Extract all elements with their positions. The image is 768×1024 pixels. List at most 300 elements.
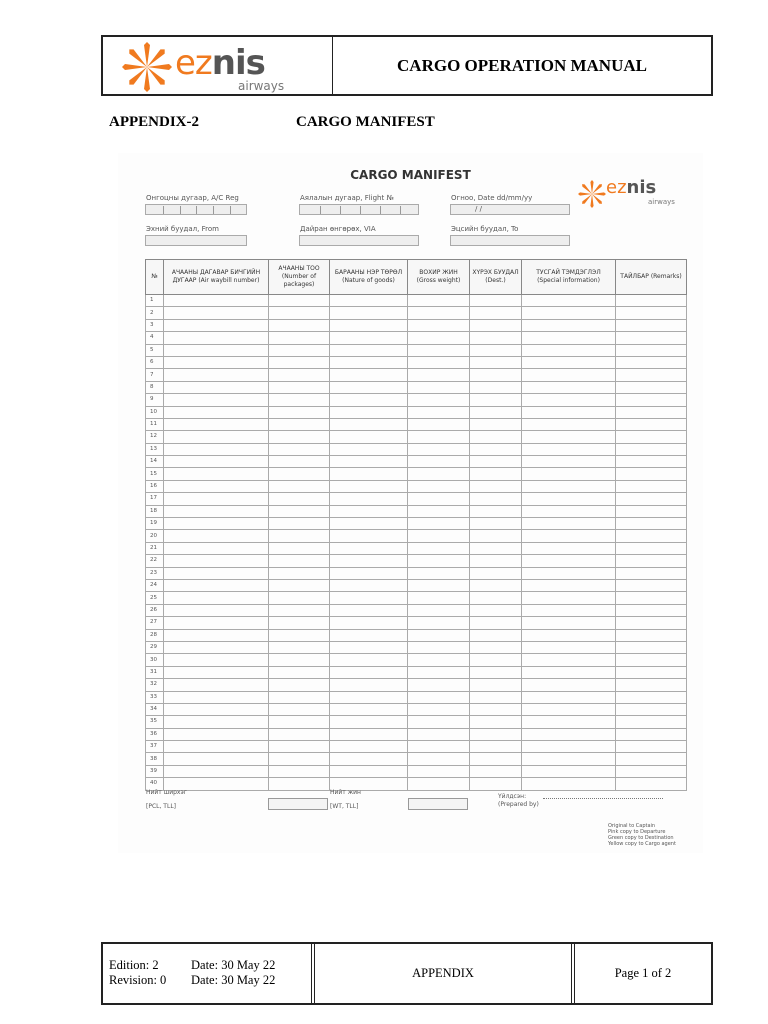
table-row xyxy=(146,505,687,517)
table-cell xyxy=(269,456,330,468)
table-cell xyxy=(470,518,522,530)
table-cell xyxy=(330,579,408,591)
table-cell xyxy=(269,307,330,319)
star-logo-icon xyxy=(119,41,175,93)
table-cell xyxy=(616,567,687,579)
row-number: 24 xyxy=(146,579,164,591)
table-cell xyxy=(408,629,470,641)
table-cell xyxy=(269,530,330,542)
table-cell xyxy=(330,567,408,579)
row-number: 31 xyxy=(146,666,164,678)
table-cell xyxy=(616,480,687,492)
table-cell xyxy=(164,468,269,480)
row-number: 40 xyxy=(146,778,164,790)
table-cell xyxy=(616,332,687,344)
table-cell xyxy=(522,468,616,480)
table-row xyxy=(146,567,687,579)
table-cell xyxy=(616,765,687,777)
table-cell xyxy=(470,592,522,604)
table-cell xyxy=(164,567,269,579)
table-cell xyxy=(330,295,408,307)
table-cell xyxy=(522,418,616,430)
table-row xyxy=(146,431,687,443)
table-cell xyxy=(470,691,522,703)
table-cell xyxy=(330,728,408,740)
table-row xyxy=(146,617,687,629)
table-cell xyxy=(164,295,269,307)
table-cell xyxy=(269,716,330,728)
table-cell xyxy=(408,493,470,505)
table-cell xyxy=(522,741,616,753)
table-cell xyxy=(470,530,522,542)
table-cell xyxy=(522,765,616,777)
table-cell xyxy=(269,468,330,480)
table-cell xyxy=(269,505,330,517)
manifest-table xyxy=(145,259,687,791)
table-cell xyxy=(164,332,269,344)
table-cell xyxy=(164,629,269,641)
table-cell xyxy=(269,728,330,740)
table-cell xyxy=(164,406,269,418)
table-cell xyxy=(616,530,687,542)
table-cell xyxy=(408,703,470,715)
table-cell xyxy=(522,679,616,691)
table-cell xyxy=(616,369,687,381)
table-cell xyxy=(408,753,470,765)
table-cell xyxy=(269,406,330,418)
table-row xyxy=(146,579,687,591)
total-weight-label: Нийт жин xyxy=(330,789,361,796)
table-row xyxy=(146,654,687,666)
reg-label: Онгоцны дугаар, A/C Reg xyxy=(146,194,239,202)
table-cell xyxy=(470,406,522,418)
column-header: АЧААНЫ ТОО (Number of packages) xyxy=(269,260,330,295)
table-cell xyxy=(330,555,408,567)
table-cell xyxy=(164,431,269,443)
table-cell xyxy=(470,716,522,728)
appendix-label: APPENDIX-2 xyxy=(109,114,199,130)
prepared-en: (Prepared by) xyxy=(498,801,539,808)
row-number: 10 xyxy=(146,406,164,418)
row-number: 18 xyxy=(146,505,164,517)
table-cell xyxy=(470,641,522,653)
table-cell xyxy=(408,765,470,777)
table-cell xyxy=(269,604,330,616)
table-cell xyxy=(470,319,522,331)
row-number: 33 xyxy=(146,691,164,703)
table-cell xyxy=(269,567,330,579)
table-cell xyxy=(330,654,408,666)
prepared-label: Үйлдсэн: xyxy=(498,793,527,800)
table-cell xyxy=(616,579,687,591)
table-row xyxy=(146,493,687,505)
row-number: 12 xyxy=(146,431,164,443)
row-number: 36 xyxy=(146,728,164,740)
table-cell xyxy=(470,629,522,641)
table-cell xyxy=(470,604,522,616)
row-number: 8 xyxy=(146,381,164,393)
via-label: Дайран өнгөрөх, VIA xyxy=(300,225,376,233)
table-cell xyxy=(330,703,408,715)
table-row xyxy=(146,592,687,604)
revision: Revision: 0 xyxy=(109,973,167,987)
table-cell xyxy=(408,307,470,319)
table-cell xyxy=(522,456,616,468)
flight-field xyxy=(299,204,419,215)
table-cell xyxy=(164,307,269,319)
row-number: 14 xyxy=(146,456,164,468)
table-cell xyxy=(330,381,408,393)
table-cell xyxy=(522,778,616,790)
row-number: 15 xyxy=(146,468,164,480)
table-cell xyxy=(164,592,269,604)
table-cell xyxy=(470,555,522,567)
table-cell xyxy=(522,295,616,307)
table-cell xyxy=(522,369,616,381)
table-cell xyxy=(269,369,330,381)
table-cell xyxy=(470,778,522,790)
table-cell xyxy=(408,356,470,368)
row-number: 11 xyxy=(146,418,164,430)
table-cell xyxy=(164,418,269,430)
table-cell xyxy=(616,356,687,368)
table-cell xyxy=(616,555,687,567)
page-number: Page 1 of 2 xyxy=(574,944,711,1003)
table-row xyxy=(146,468,687,480)
table-cell xyxy=(408,295,470,307)
table-cell xyxy=(470,468,522,480)
table-cell xyxy=(408,579,470,591)
table-cell xyxy=(330,456,408,468)
table-cell xyxy=(330,617,408,629)
appendix-title: CARGO MANIFEST xyxy=(296,114,435,130)
table-cell xyxy=(522,356,616,368)
total-pieces-label: Нийт ширхэг xyxy=(146,789,187,796)
table-cell xyxy=(330,518,408,530)
table-cell xyxy=(330,356,408,368)
row-number: 23 xyxy=(146,567,164,579)
document-footer xyxy=(101,942,713,1005)
table-cell xyxy=(164,456,269,468)
table-cell xyxy=(269,480,330,492)
table-cell xyxy=(408,617,470,629)
table-cell xyxy=(616,443,687,455)
table-row xyxy=(146,691,687,703)
table-cell xyxy=(616,679,687,691)
to-field xyxy=(450,235,570,246)
from-label: Эхний буудал, From xyxy=(146,225,219,233)
edition-date: Date: 30 May 22 xyxy=(191,958,276,972)
table-cell xyxy=(522,691,616,703)
table-cell xyxy=(164,505,269,517)
table-cell xyxy=(522,567,616,579)
table-cell xyxy=(408,679,470,691)
manual-title: CARGO OPERATION MANUAL xyxy=(397,55,647,75)
table-cell xyxy=(616,381,687,393)
table-cell xyxy=(522,493,616,505)
to-label: Эцсийн буудал, To xyxy=(451,225,519,233)
table-cell xyxy=(408,332,470,344)
row-number: 20 xyxy=(146,530,164,542)
total-pieces-field xyxy=(268,798,328,810)
table-cell xyxy=(616,617,687,629)
table-cell xyxy=(616,295,687,307)
table-cell xyxy=(470,679,522,691)
table-cell xyxy=(330,369,408,381)
table-cell xyxy=(616,431,687,443)
table-cell xyxy=(408,443,470,455)
row-number: 7 xyxy=(146,369,164,381)
table-cell xyxy=(269,778,330,790)
table-cell xyxy=(408,567,470,579)
table-cell xyxy=(470,381,522,393)
table-cell xyxy=(522,641,616,653)
row-number: 30 xyxy=(146,654,164,666)
table-cell xyxy=(269,344,330,356)
table-cell xyxy=(616,406,687,418)
table-cell xyxy=(164,604,269,616)
star-logo-icon xyxy=(577,179,607,209)
table-cell xyxy=(408,319,470,331)
table-cell xyxy=(408,691,470,703)
table-cell xyxy=(522,381,616,393)
column-header: ТУСГАЙ ТЭМДЭГЛЭЛ (Special information) xyxy=(522,260,616,295)
table-row xyxy=(146,344,687,356)
table-cell xyxy=(164,691,269,703)
table-cell xyxy=(408,518,470,530)
table-cell xyxy=(470,295,522,307)
row-number: 17 xyxy=(146,493,164,505)
table-cell xyxy=(470,369,522,381)
table-cell xyxy=(522,716,616,728)
table-cell xyxy=(616,641,687,653)
table-cell xyxy=(330,505,408,517)
table-row xyxy=(146,679,687,691)
table-cell xyxy=(522,530,616,542)
table-cell xyxy=(408,406,470,418)
prepared-signature-line xyxy=(543,798,663,799)
column-header: ВОХИР ЖИН (Gross weight) xyxy=(408,260,470,295)
table-cell xyxy=(616,468,687,480)
table-cell xyxy=(616,319,687,331)
table-cell xyxy=(522,307,616,319)
table-cell xyxy=(470,666,522,678)
table-cell xyxy=(470,703,522,715)
table-cell xyxy=(408,604,470,616)
form-title: CARGO MANIFEST xyxy=(350,168,471,182)
document-header xyxy=(101,35,713,96)
table-cell xyxy=(616,518,687,530)
table-cell xyxy=(616,691,687,703)
table-cell xyxy=(164,344,269,356)
table-cell xyxy=(330,753,408,765)
table-row xyxy=(146,604,687,616)
table-cell xyxy=(522,431,616,443)
table-cell xyxy=(616,741,687,753)
table-cell xyxy=(269,542,330,554)
table-cell xyxy=(164,493,269,505)
row-number: 21 xyxy=(146,542,164,554)
table-cell xyxy=(470,505,522,517)
table-cell xyxy=(470,456,522,468)
edition-info xyxy=(103,944,312,1003)
row-number: 32 xyxy=(146,679,164,691)
table-cell xyxy=(522,480,616,492)
table-cell xyxy=(330,679,408,691)
table-cell xyxy=(330,716,408,728)
table-cell xyxy=(522,666,616,678)
row-number: 27 xyxy=(146,617,164,629)
flight-label: Аялалын дугаар, Flight № xyxy=(300,194,394,202)
column-header: № xyxy=(146,260,164,295)
row-number: 34 xyxy=(146,703,164,715)
column-header: ХҮРЭХ БУУДАЛ (Dest.) xyxy=(470,260,522,295)
table-cell xyxy=(330,765,408,777)
table-cell xyxy=(470,493,522,505)
table-cell xyxy=(408,431,470,443)
table-cell xyxy=(616,418,687,430)
table-cell xyxy=(470,344,522,356)
table-row xyxy=(146,703,687,715)
table-cell xyxy=(408,394,470,406)
reg-field xyxy=(145,204,247,215)
table-cell xyxy=(269,691,330,703)
table-cell xyxy=(408,505,470,517)
table-cell xyxy=(616,716,687,728)
table-row xyxy=(146,381,687,393)
table-cell xyxy=(269,703,330,715)
table-cell xyxy=(164,530,269,542)
table-cell xyxy=(408,666,470,678)
table-cell xyxy=(330,530,408,542)
table-cell xyxy=(330,319,408,331)
table-cell xyxy=(470,617,522,629)
company-logo xyxy=(103,37,333,94)
logo-subtext: airways xyxy=(238,79,285,93)
row-number: 13 xyxy=(146,443,164,455)
table-cell xyxy=(470,480,522,492)
table-cell xyxy=(164,319,269,331)
table-row xyxy=(146,555,687,567)
table-cell xyxy=(330,344,408,356)
table-cell xyxy=(164,765,269,777)
table-row xyxy=(146,530,687,542)
table-cell xyxy=(522,319,616,331)
table-cell xyxy=(522,555,616,567)
table-cell xyxy=(164,356,269,368)
table-cell xyxy=(330,542,408,554)
table-cell xyxy=(330,604,408,616)
copy-distribution: Original to Captain Pink copy to Departure Green copy to Destination Yellow copy to Cargo agent xyxy=(608,823,676,847)
table-cell xyxy=(522,505,616,517)
table-cell xyxy=(616,728,687,740)
table-cell xyxy=(470,542,522,554)
table-cell xyxy=(269,592,330,604)
total-weight-field xyxy=(408,798,468,810)
table-cell xyxy=(330,394,408,406)
table-row xyxy=(146,542,687,554)
table-cell xyxy=(330,406,408,418)
table-cell xyxy=(164,381,269,393)
table-row xyxy=(146,356,687,368)
table-cell xyxy=(522,394,616,406)
table-cell xyxy=(470,567,522,579)
table-row xyxy=(146,778,687,790)
table-cell xyxy=(616,307,687,319)
table-cell xyxy=(408,344,470,356)
table-cell xyxy=(616,592,687,604)
table-cell xyxy=(330,493,408,505)
table-cell xyxy=(164,654,269,666)
table-row xyxy=(146,765,687,777)
table-row xyxy=(146,406,687,418)
table-cell xyxy=(269,381,330,393)
row-number: 16 xyxy=(146,480,164,492)
table-cell xyxy=(408,530,470,542)
table-cell xyxy=(164,741,269,753)
table-cell xyxy=(269,753,330,765)
table-cell xyxy=(522,592,616,604)
table-cell xyxy=(164,394,269,406)
table-row xyxy=(146,629,687,641)
table-cell xyxy=(616,703,687,715)
table-cell xyxy=(408,741,470,753)
row-number: 6 xyxy=(146,356,164,368)
table-cell xyxy=(470,728,522,740)
row-number: 1 xyxy=(146,295,164,307)
table-cell xyxy=(269,555,330,567)
column-header: АЧААНЫ ДАГАВАР БИЧГИЙН ДУГААР (Air waybill number) xyxy=(164,260,269,295)
table-cell xyxy=(269,431,330,443)
table-cell xyxy=(269,493,330,505)
table-row xyxy=(146,716,687,728)
table-cell xyxy=(269,679,330,691)
row-number: 29 xyxy=(146,641,164,653)
table-cell xyxy=(408,468,470,480)
table-cell xyxy=(616,542,687,554)
table-row xyxy=(146,753,687,765)
table-cell xyxy=(164,666,269,678)
column-header: БАРААНЫ НЭР ТӨРӨЛ (Nature of goods) xyxy=(330,260,408,295)
table-cell xyxy=(522,617,616,629)
row-number: 22 xyxy=(146,555,164,567)
from-field xyxy=(145,235,247,246)
table-cell xyxy=(470,431,522,443)
table-cell xyxy=(330,480,408,492)
row-number: 38 xyxy=(146,753,164,765)
table-cell xyxy=(616,654,687,666)
table-cell xyxy=(408,654,470,666)
table-cell xyxy=(269,629,330,641)
table-cell xyxy=(522,406,616,418)
table-row xyxy=(146,666,687,678)
table-cell xyxy=(408,480,470,492)
footer-section: APPENDIX xyxy=(314,944,572,1003)
table-cell xyxy=(470,579,522,591)
table-row xyxy=(146,332,687,344)
row-number: 9 xyxy=(146,394,164,406)
table-cell xyxy=(269,332,330,344)
table-cell xyxy=(269,319,330,331)
table-cell xyxy=(470,332,522,344)
table-cell xyxy=(269,666,330,678)
row-number: 19 xyxy=(146,518,164,530)
logo-wordmark: eznis xyxy=(175,43,265,83)
table-cell xyxy=(522,518,616,530)
table-cell xyxy=(616,629,687,641)
row-number: 39 xyxy=(146,765,164,777)
table-cell xyxy=(164,555,269,567)
